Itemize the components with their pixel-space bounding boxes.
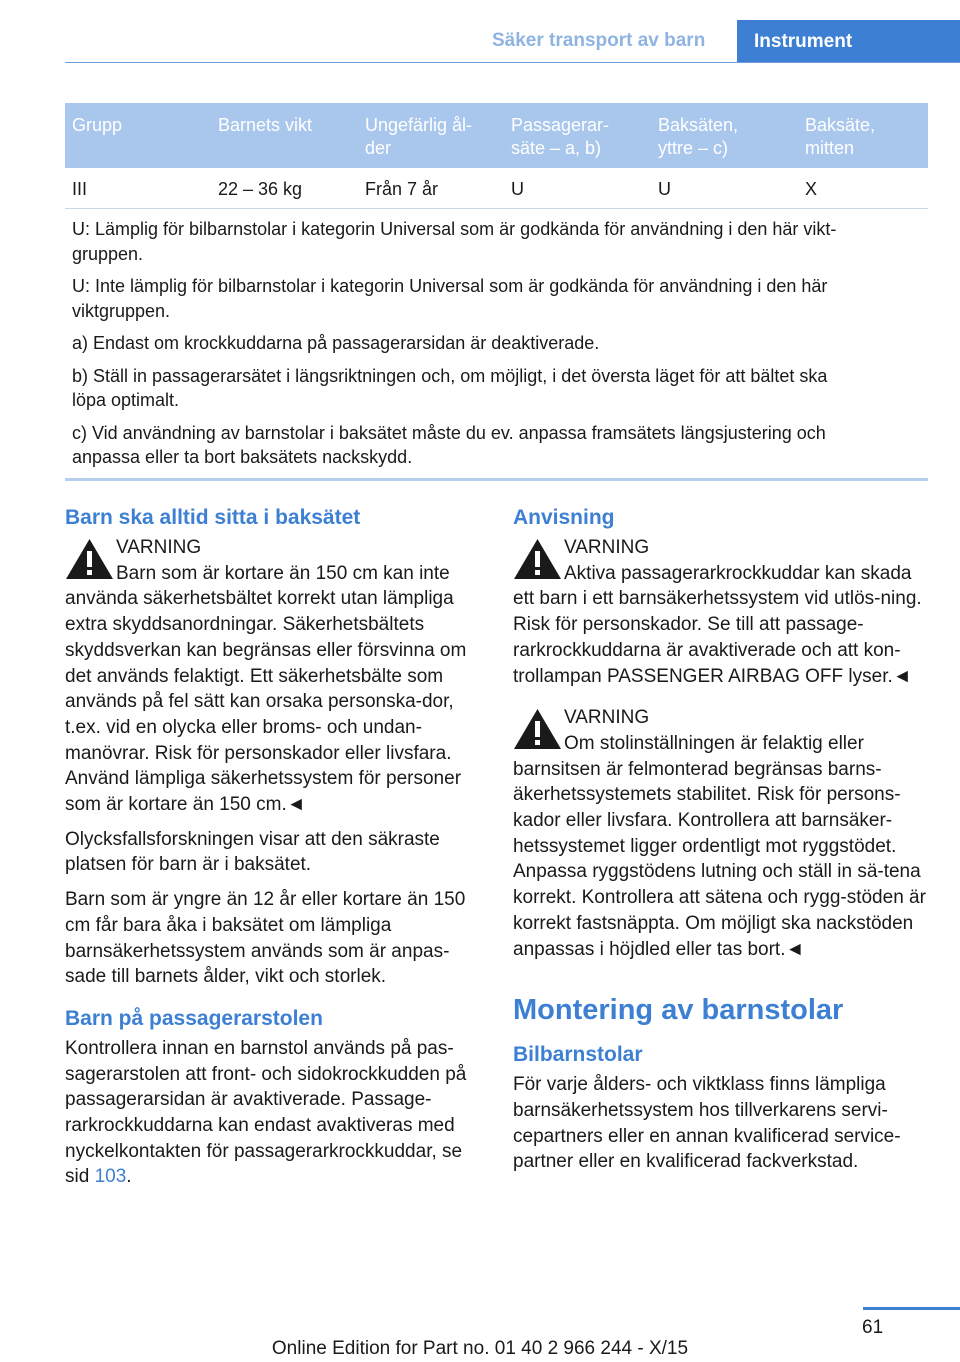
paragraph: För varje ålders- och viktklass finns lämpliga barnsäkerhetssystem hos tillverkarens servi-cepartners eller en annan kvalificerad service-partner eller en kvalificerad fackverkstad. xyxy=(513,1074,901,1173)
footer-rule xyxy=(863,1307,960,1310)
table-cell: X xyxy=(805,179,818,199)
warning-block xyxy=(513,705,928,962)
table-header-cell: Baksäten, yttre – c) xyxy=(658,115,739,158)
warning-label: VARNING xyxy=(116,537,202,558)
chapter-title: Montering av barnstolar xyxy=(513,994,844,1027)
warning-label: VARNING xyxy=(564,537,650,558)
table-note: b) Ställ in passagerarsätet i längsriktningen och, om möjligt, i det översta läget för att bältet ska löpa optimalt. xyxy=(72,365,828,410)
table-header-cell: Barnets vikt xyxy=(218,115,313,135)
section-heading: Barn på passagerarstolen xyxy=(65,1006,323,1030)
warning-triangle-icon xyxy=(513,538,562,580)
table-cell: Från 7 år xyxy=(365,179,439,199)
left-column xyxy=(65,505,482,1199)
warning-triangle-icon xyxy=(513,708,562,750)
right-column xyxy=(513,505,928,1184)
section-heading: Anvisning xyxy=(513,506,615,529)
warning-block xyxy=(513,535,928,689)
paragraph-end: . xyxy=(126,1166,132,1188)
table-header-cell: Passagerar- säte – a, b) xyxy=(511,115,610,158)
section-heading: Barn ska alltid sitta i baksätet xyxy=(65,506,361,529)
warning-text: Om stolinställningen är felaktig eller barnsitsen är felmonterad begränsas barns-äkerhetssystemets stabilitet. Risk för persons-kador eller livsfara. Kontrollera att barnsäker-hetssystemet ligger ordentligt mot ryggstödet. Anpassa ryggstödens lutning och ställ in sä-tena korrekt. Kontrollera att sätena och rygg-stöden är korrekt fastsnäppta. Om möjligt ska nackstöden anpassas i höjdled eller tas bort.◄ xyxy=(513,732,926,960)
page-number: 61 xyxy=(862,1317,884,1338)
table-row xyxy=(65,168,928,209)
table-note: a) Endast om krockkuddarna på passagerarsidan är deaktiverade. xyxy=(72,333,600,353)
table-cell: U xyxy=(658,179,671,199)
page-reference-link[interactable]: 103 xyxy=(94,1166,127,1188)
paragraph-text: Kontrollera innan en barnstol används på pas-sagerarstolen att front- och sidokrockkudden på passagerarsidan är avaktiverade. Passage-rarkrockkuddarna kan endast avaktiveras med nyckelkontakten för passagerarkrockkuddar, se sid xyxy=(65,1037,467,1188)
running-header-section: Säker transport av barn xyxy=(492,30,706,51)
paragraph: Barn som är yngre än 12 år eller kortare än 150 cm får bara åka i baksätet om lämpliga barnsäkerhetssystem används som är anpas-sade till barnets ålder, vikt och storlek. xyxy=(65,889,466,988)
table-cell: U xyxy=(511,179,524,199)
chapter-tab: Instrument xyxy=(737,20,960,62)
table-header-row xyxy=(65,103,928,168)
table-note: U: Lämplig för bilbarnstolar i kategorin Universal som är godkända för användning i den här vikt- gruppen. xyxy=(72,219,837,264)
paragraph xyxy=(65,1036,482,1190)
table-notes xyxy=(65,209,928,486)
table-cell: 22 – 36 kg xyxy=(218,179,303,199)
table-header-cell: Baksäte, mitten xyxy=(805,115,876,158)
paragraph: Olycksfallsforskningen visar att den säkraste platsen för barn är i baksätet. xyxy=(65,828,440,876)
footer-edition: Online Edition for Part no. 01 40 2 966 244 - X/15 xyxy=(271,1338,689,1359)
warning-label: VARNING xyxy=(564,707,650,729)
table-bottom-rule xyxy=(65,478,928,481)
warning-text: Aktiva passagerarkrockkuddar kan skada ett barn i ett barnsäkerhetssystem vid utlös-ning. Risk för personskador. Se till att passage-rarkrockkuddarna är avaktiverade och att kon-trollampan PASSENGER AIRBAG OFF lyser.◄ xyxy=(513,562,922,687)
warning-triangle-icon xyxy=(65,538,114,580)
warning-text: Barn som är kortare än 150 cm kan inte använda säkerhetsbältet korrekt utan lämpliga extra skyddsanordningar. Säkerhetsbältets skyddsverkan kan begränsas eller försvinna om det används felaktigt. Ett säkerhetsbälte som används på fel sätt kan orsaka personska-dor, t.ex. vid en olycka eller broms- och undan-manövrar. Risk för personskador eller livsfara. Använd lämpliga säkerhetssystem för personer som är kortare än 150 cm.◄ xyxy=(65,562,467,816)
warning-block xyxy=(65,535,482,818)
section-heading: Bilbarnstolar xyxy=(513,1043,643,1067)
table-header-cell: Grupp xyxy=(72,115,123,135)
table-cell: III xyxy=(72,179,88,199)
table-note: U: Inte lämplig för bilbarnstolar i kategorin Universal som är godkända för användning i den här viktgruppen. xyxy=(72,276,828,321)
table-header-cell: Ungefärlig ål- der xyxy=(365,115,473,158)
header-rule xyxy=(65,62,960,63)
child-seat-table xyxy=(65,103,928,486)
table-note: c) Vid användning av barnstolar i baksätet måste du ev. anpassa framsätets längsjustering och anpassa eller ta bort baksätets nackskydd. xyxy=(72,422,826,467)
